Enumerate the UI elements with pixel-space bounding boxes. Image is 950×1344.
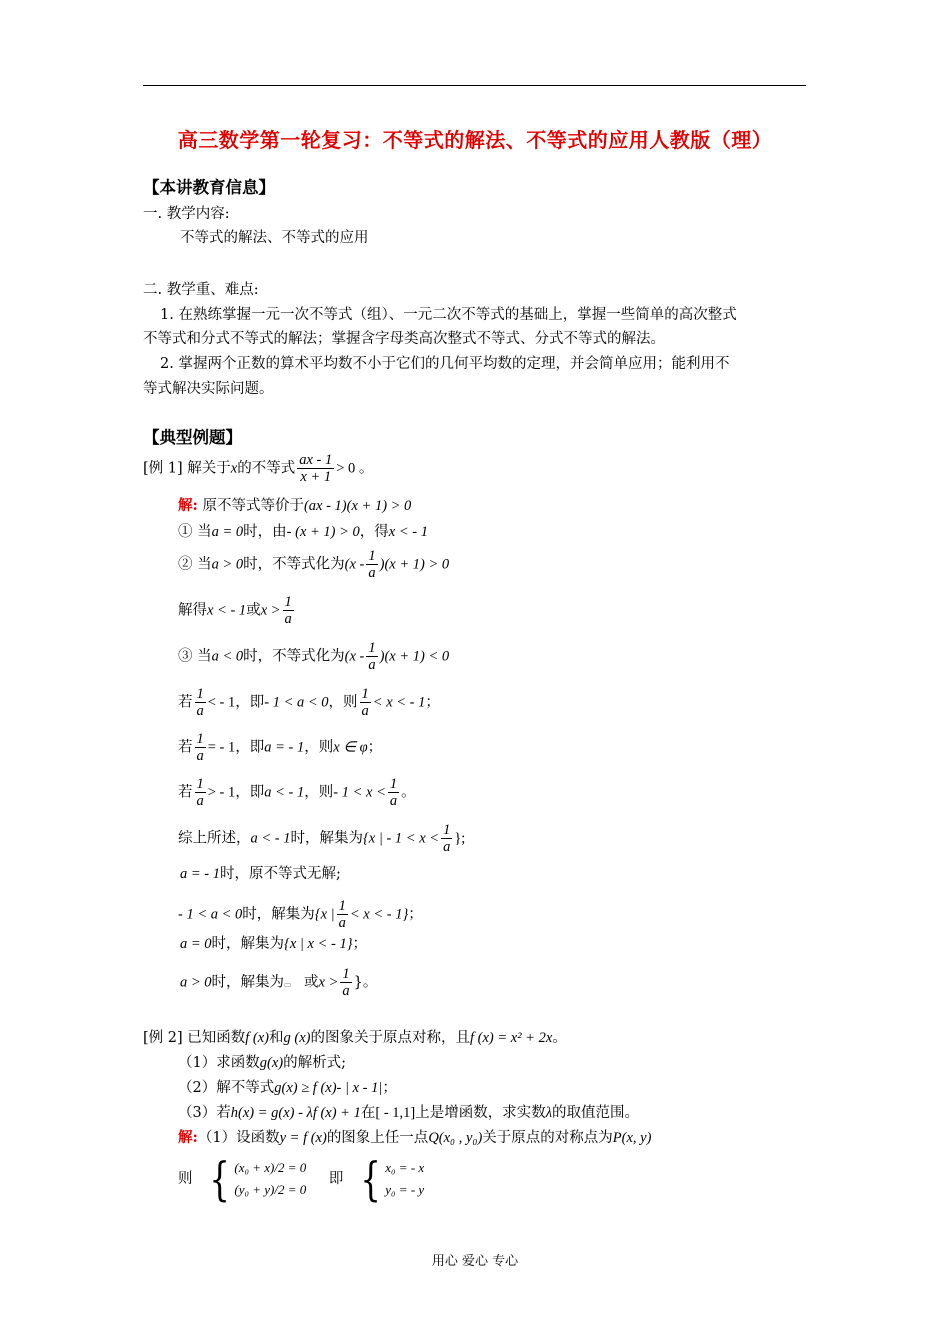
ex2-question-2: （2）解不等式g(x) ≥ f (x)- | x - 1|； bbox=[178, 1080, 397, 1096]
broken-glyph: ▭ bbox=[284, 979, 292, 989]
key-label: 二. 教学重、难点: bbox=[143, 282, 259, 298]
ex2-question-1: （1）求函数g(x)的解析式; bbox=[178, 1055, 346, 1071]
ex1-summary-5: a > 0时，解集为▭ 或x > $\frac{1}{a}$ }。 bbox=[180, 966, 378, 999]
ex1-case-2: ② 当a > 0时，不等式化为(x - $\frac{1}{a}$ )(x + 1) > 0 bbox=[178, 548, 450, 581]
key-point-2-line-2: 等式解决实际问题。 bbox=[143, 381, 274, 397]
equation-system-2: { x₀ = - x y₀ = - y bbox=[360, 1152, 425, 1206]
ex1-case-2-solution: 解得x < - 1或x > $\frac{1}{a}$ bbox=[178, 594, 292, 627]
page-title: 高三数学第一轮复习：不等式的解法、不等式的应用人教版（理） bbox=[177, 128, 773, 152]
ex1-subcase-2: 若 $\frac{1}{a}$ = - 1，即a = - 1，则x ∈ φ； bbox=[178, 731, 383, 764]
ex1-solution-start: 解: 原不等式等价于(ax - 1)(x + 1) > 0 bbox=[178, 497, 412, 514]
ex1-summary-1: 综上所述，a < - 1时，解集为{x | - 1 < x < $\frac{1}{a}$ }; bbox=[178, 822, 466, 855]
content-text: 不等式的解法、不等式的应用 bbox=[180, 230, 369, 246]
equation-system-1: { (x₀ + x)/2 = 0 (y₀ + y)/2 = 0 bbox=[209, 1152, 307, 1206]
key-point-2-line-1: 2. 掌握两个正数的算术平均数不小于它们的几何平均数的定理，并会简单应用；能利用不 bbox=[160, 356, 730, 372]
section-heading-info: 【本讲教育信息】 bbox=[143, 178, 275, 197]
content-label: 一. 教学内容: bbox=[143, 206, 230, 222]
header-rule bbox=[143, 85, 806, 86]
fraction: $\frac{ax - 1}{x + 1}$ bbox=[299, 452, 333, 485]
ex1-summary-3: - 1 < a < 0时，解集为{x | $\frac{1}{a}$ < x < - 1}； bbox=[178, 898, 423, 931]
key-point-1-line-1: 1. 在熟练掌握一元一次不等式（组）、一元二次不等式的基础上，掌握一些简单的高次整式 bbox=[160, 307, 737, 323]
ex1-subcase-1: 若 $\frac{1}{a}$ < - 1，即- 1 < a < 0，则 $\frac{1}{a}$ < x < - 1； bbox=[178, 686, 440, 719]
example-2-prompt: [例 2] 已知函数f (x)和g (x)的图象关于原点对称，且f (x) = x² + 2x。 bbox=[143, 1030, 567, 1046]
ex2-solution-start: 解:（1）设函数y = f (x)的图象上任一点Q(x₀ , y₀)关于原点的对称点为P(x, y) bbox=[178, 1129, 652, 1146]
ex1-case-3: ③ 当a < 0时，不等式化为(x - $\frac{1}{a}$ )(x + 1) < 0 bbox=[178, 640, 450, 673]
ex2-question-3: （3）若h(x) = g(x) - λf (x) + 1在[ - 1,1]上是增函数，求实数λ的取值范围。 bbox=[178, 1105, 640, 1121]
page-footer: 用心 爱心 专心 bbox=[431, 1254, 519, 1269]
ex1-case-1: ① 当a = 0时，由- (x + 1) > 0，得x < - 1 bbox=[178, 524, 428, 540]
ex2-symmetry-system: 则 { (x₀ + x)/2 = 0 (y₀ + y)/2 = 0 即 { x₀ = - x y₀ = - y bbox=[178, 1152, 425, 1206]
ex1-summary-4: a = 0时，解集为{x | x < - 1}； bbox=[180, 936, 367, 952]
ex1-summary-2: a = - 1时，原不等式无解; bbox=[180, 866, 341, 882]
section-heading-examples: 【典型例题】 bbox=[143, 428, 242, 447]
key-point-1-line-2: 不等式和分式不等式的解法；掌握含字母类高次整式不等式、分式不等式的解法。 bbox=[143, 331, 665, 347]
example-1-prompt: [例 1] 解关于x的不等式 $\frac{ax - 1}{x + 1}$ > 0 。 bbox=[143, 452, 374, 485]
ex1-subcase-3: 若 $\frac{1}{a}$ > - 1，即a < - 1，则- 1 < x < $\frac{1}{a}$ 。 bbox=[178, 776, 416, 809]
